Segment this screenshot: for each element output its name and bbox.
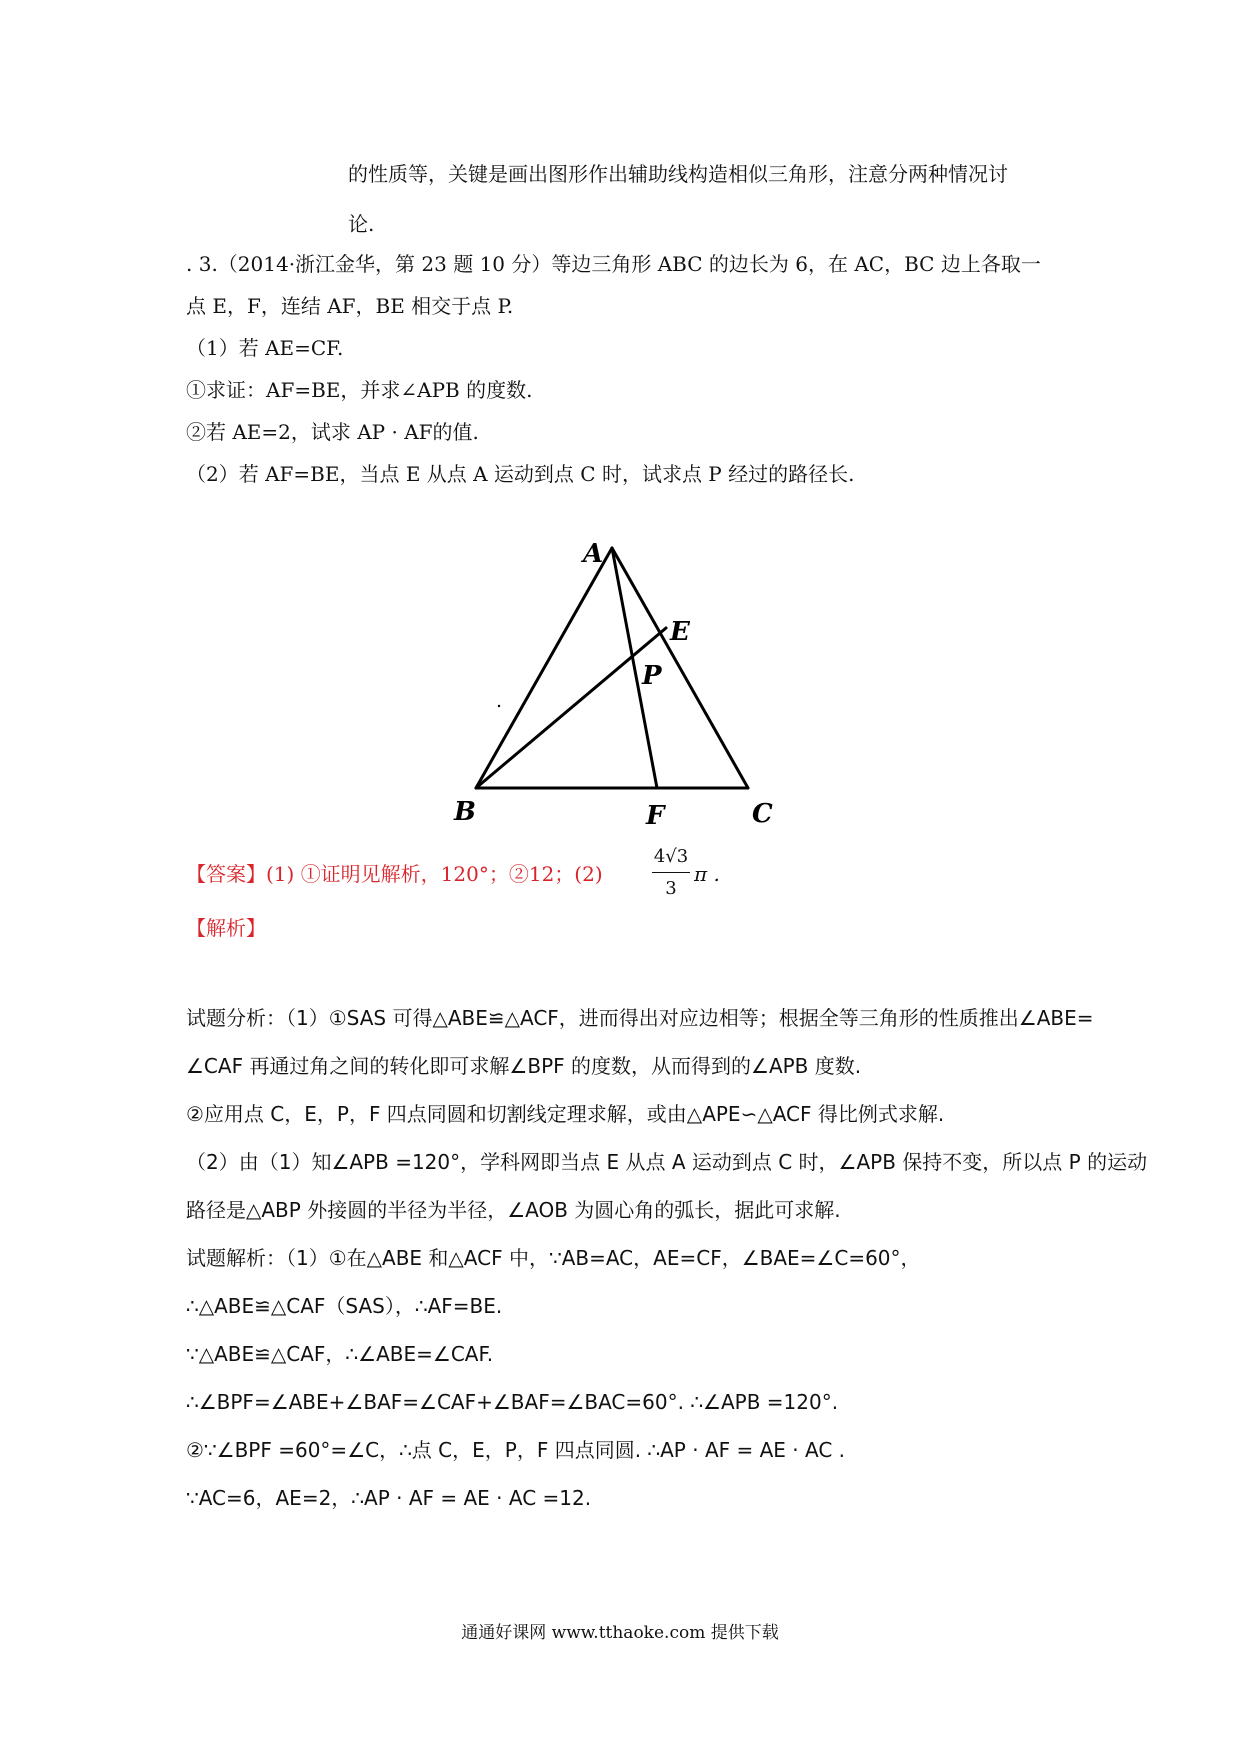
continuation-line-1: 的性质等，关键是画出图形作出辅助线构造相似三角形，注意分两种情况讨	[348, 162, 1008, 186]
label-p: P	[642, 661, 662, 691]
stray-dot	[498, 705, 500, 707]
answer-fraction-numerator: 4√3	[653, 846, 689, 867]
problem-part-1b: ②若 AE=2，试求 AP · AF的值.	[186, 420, 479, 444]
side-ac	[612, 548, 748, 788]
segment-be	[476, 628, 666, 788]
analysis-line: ∠CAF 再通过角之间的转化即可求解∠BPF 的度数，从而得到的∠APB 度数.	[186, 1054, 862, 1078]
analysis-line: （2）由（1）知∠APB =120°，学科网即当点 E 从点 A 运动到点 C 时，∠APB 保持不变，所以点 P 的运动	[186, 1150, 1148, 1174]
analysis-line: ②∵∠BPF =60°=∠C，∴点 C，E，P，F 四点同圆. ∴AP · AF = AE · AC .	[186, 1438, 846, 1462]
answer-fraction-bar	[652, 872, 690, 873]
analysis-line: ∴△ABE≌△CAF（SAS），∴AF=BE.	[186, 1294, 503, 1318]
page-footer: 通通好课网 www.tthaoke.com 提供下载	[461, 1623, 779, 1643]
answer-fraction-tail: π .	[694, 862, 720, 886]
analysis-line: 试题分析：（1）①SAS 可得△ABE≌△ACF，进而得出对应边相等；根据全等三角形的性质推出∠ABE=	[186, 1006, 1094, 1030]
analysis-line: 路径是△ABP 外接圆的半径为半径，∠AOB 为圆心角的弧长，据此可求解.	[186, 1198, 841, 1222]
analysis-line: ∴∠BPF=∠ABE+∠BAF=∠CAF+∠BAF=∠BAC=60°. ∴∠APB =120°.	[186, 1390, 839, 1414]
answer-fraction-denominator: 3	[665, 878, 677, 899]
answer-label: 【答案】	[186, 862, 266, 886]
side-ab	[476, 548, 612, 788]
problem-part-1a: ①求证：AF=BE，并求∠APB 的度数.	[186, 378, 533, 402]
problem-part-1: （1）若 AE=CF.	[186, 336, 344, 360]
problem-part-2: （2）若 AF=BE，当点 E 从点 A 运动到点 C 时，试求点 P 经过的路径长.	[186, 462, 855, 486]
label-a: A	[583, 539, 604, 569]
analysis-label: 【解析】	[186, 916, 266, 940]
problem-header-2: 点 E，F，连结 AF，BE 相交于点 P.	[186, 294, 514, 318]
label-f: F	[646, 801, 665, 831]
label-c: C	[752, 799, 773, 829]
label-b: B	[454, 797, 476, 827]
continuation-line-2: 论.	[348, 212, 375, 236]
analysis-line: ∵△ABE≌△CAF，∴∠ABE=∠CAF.	[186, 1342, 494, 1366]
problem-header: . 3.（2014·浙江金华，第 23 题 10 分）等边三角形 ABC 的边长为 6，在 AC，BC 边上各取一	[186, 252, 1041, 276]
answer-line	[186, 862, 603, 886]
analysis-line: ②应用点 C，E，P，F 四点同圆和切割线定理求解，或由△APE∽△ACF 得比例式求解.	[186, 1102, 945, 1126]
label-e: E	[670, 617, 690, 647]
answer-text: (1) ①证明见解析，120°；②12；(2)	[266, 862, 603, 886]
analysis-line: ∵AC=6，AE=2，∴AP · AF = AE · AC =12.	[186, 1486, 592, 1510]
analysis-line: 试题解析：（1）①在△ABE 和△ACF 中，∵AB=AC，AE=CF，∠BAE=∠C=60°，	[186, 1246, 921, 1270]
